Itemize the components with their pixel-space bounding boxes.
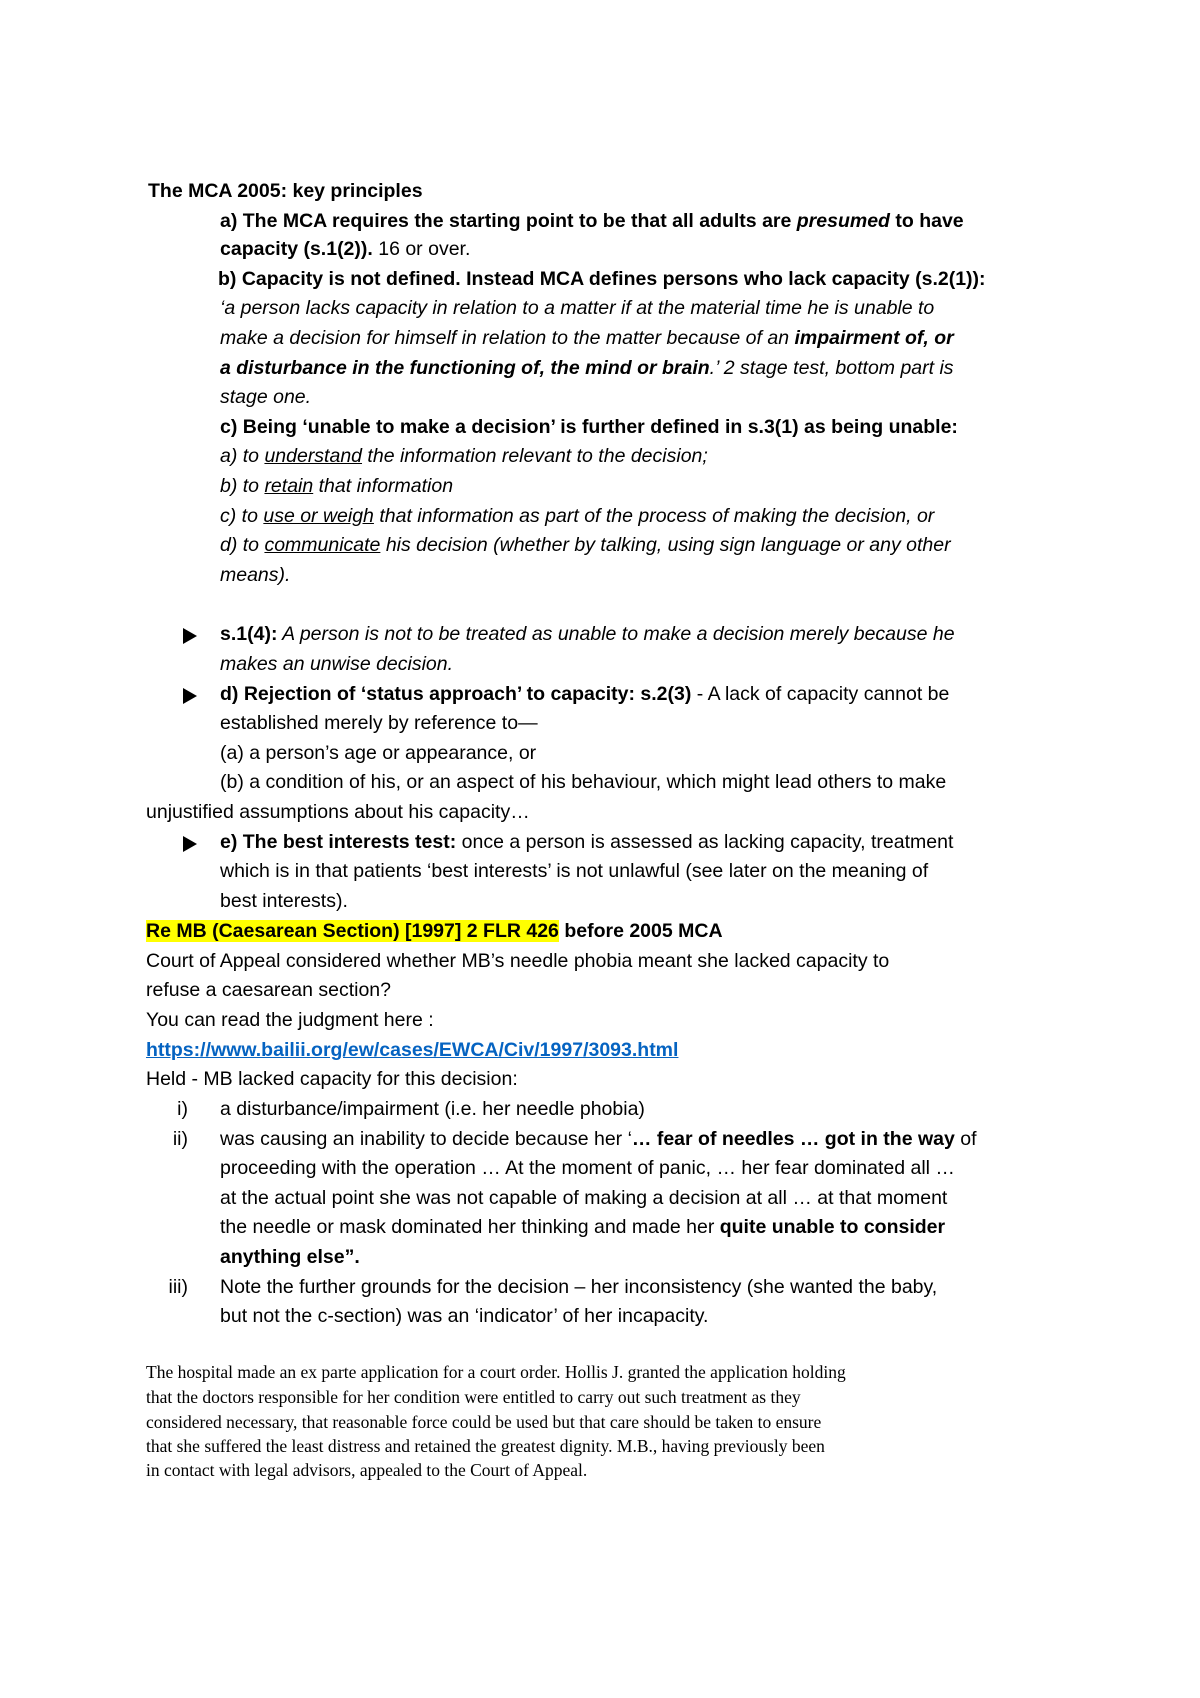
footer-paragraph-line: that the doctors responsible for her condition were entitled to carry out such treatment as they [146, 1387, 801, 1407]
principle-c-item-a: a) to understand the information relevant to the decision; [220, 445, 708, 467]
held-item-iii-line-2: but not the c-section) was an ‘indicator’ of her incapacity. [220, 1305, 709, 1327]
page-title: The MCA 2005: key principles [148, 180, 423, 202]
principle-a-line-2: capacity (s.1(2)). 16 or over. [220, 238, 471, 260]
bullet-e-line-3: best interests). [220, 890, 348, 912]
held-item-ii-line-2: proceeding with the operation … At the moment of panic, … her fear dominated all … [220, 1157, 955, 1179]
principle-b-quote-3: a disturbance in the functioning of, the mind or brain.’ 2 stage test, bottom part is [220, 357, 954, 379]
held-item-ii-line-5: anything else”. [220, 1246, 360, 1268]
bullet-d-line-3: (a) a person’s age or appearance, or [220, 742, 537, 764]
bullet-d-line-2: established merely by reference to— [220, 712, 538, 734]
held-item-ii-line-1: was causing an inability to decide because her ‘… fear of needles … got in the way of [220, 1128, 977, 1150]
bullet-arrow-icon [183, 628, 197, 644]
footer-paragraph-line: The hospital made an ex parte application for a court order. Hollis J. granted the application holding [146, 1362, 846, 1382]
held-item-ii-line-3: at the actual point she was not capable of making a decision at all … at that moment [220, 1187, 948, 1209]
bullet-d-line-4: (b) a condition of his, or an aspect of his behaviour, which might lead others to make [220, 771, 947, 793]
held-item-number: iii) [168, 1276, 188, 1298]
principle-b-quote-1: ‘a person lacks capacity in relation to a matter if at the material time he is unable to [220, 297, 935, 319]
bullet-s14-line-1: s.1(4): A person is not to be treated as unable to make a decision merely because he [220, 623, 955, 645]
held-item-number: ii) [172, 1128, 188, 1150]
bullet-d-line-5: unjustified assumptions about his capacity… [146, 801, 530, 823]
bullet-d-line-1: d) Rejection of ‘status approach’ to capacity: s.2(3) - A lack of capacity cannot be [220, 683, 950, 705]
footer-paragraph-line: that she suffered the least distress and retained the greatest dignity. M.B., having previously been [146, 1436, 825, 1456]
principle-c-item-d: d) to communicate his decision (whether by talking, using sign language or any other [220, 534, 951, 556]
bullet-s14-line-2: makes an unwise decision. [220, 653, 454, 675]
principle-c-item-b: b) to retain that information [220, 475, 454, 497]
footer-paragraph-line: in contact with legal advisors, appealed to the Court of Appeal. [146, 1460, 588, 1480]
held-heading: Held - MB lacked capacity for this decision: [146, 1068, 518, 1090]
judgment-link-line [146, 1037, 678, 1064]
case-question-2: refuse a caesarean section? [146, 979, 391, 1001]
principle-a-line-1: a) The MCA requires the starting point to be that all adults are presumed to have [220, 210, 964, 232]
principle-c-line-1: c) Being ‘unable to make a decision’ is further defined in s.3(1) as being unable: [220, 416, 958, 438]
bullet-e-line-2: which is in that patients ‘best interests’ is not unlawful (see later on the meaning of [220, 860, 929, 882]
case-question-1: Court of Appeal considered whether MB’s needle phobia meant she lacked capacity to [146, 950, 890, 972]
case-read-label: You can read the judgment here : [146, 1009, 434, 1031]
held-item-ii-line-4: the needle or mask dominated her thinking and made her quite unable to consider [220, 1216, 946, 1238]
held-item-number: i) [177, 1098, 188, 1120]
held-item-iii-line-1: Note the further grounds for the decision – her inconsistency (she wanted the baby, [220, 1276, 938, 1298]
held-item-i: a disturbance/impairment (i.e. her needle phobia) [220, 1098, 645, 1120]
principle-b-quote-2: make a decision for himself in relation to the matter because of an impairment of, or [220, 327, 954, 349]
bullet-arrow-icon [183, 836, 197, 852]
principle-b-quote-4: stage one. [220, 386, 312, 408]
principle-b-line-1: b) Capacity is not defined. Instead MCA defines persons who lack capacity (s.2(1)): [218, 268, 986, 290]
judgment-link[interactable]: https://www.bailii.org/ew/cases/EWCA/Civ/1997/3093.html [146, 1039, 679, 1061]
bullet-arrow-icon [183, 688, 197, 704]
principle-c-item-d-cont: means). [220, 564, 291, 586]
case-title: Re MB (Caesarean Section) [1997] 2 FLR 426 before 2005 MCA [146, 920, 723, 942]
footer-paragraph-line: considered necessary, that reasonable force could be used but that care should be taken to ensure [146, 1412, 822, 1432]
principle-c-item-c: c) to use or weigh that information as part of the process of making the decision, or [220, 505, 935, 527]
bullet-e-line-1: e) The best interests test: once a person is assessed as lacking capacity, treatment [220, 831, 954, 853]
